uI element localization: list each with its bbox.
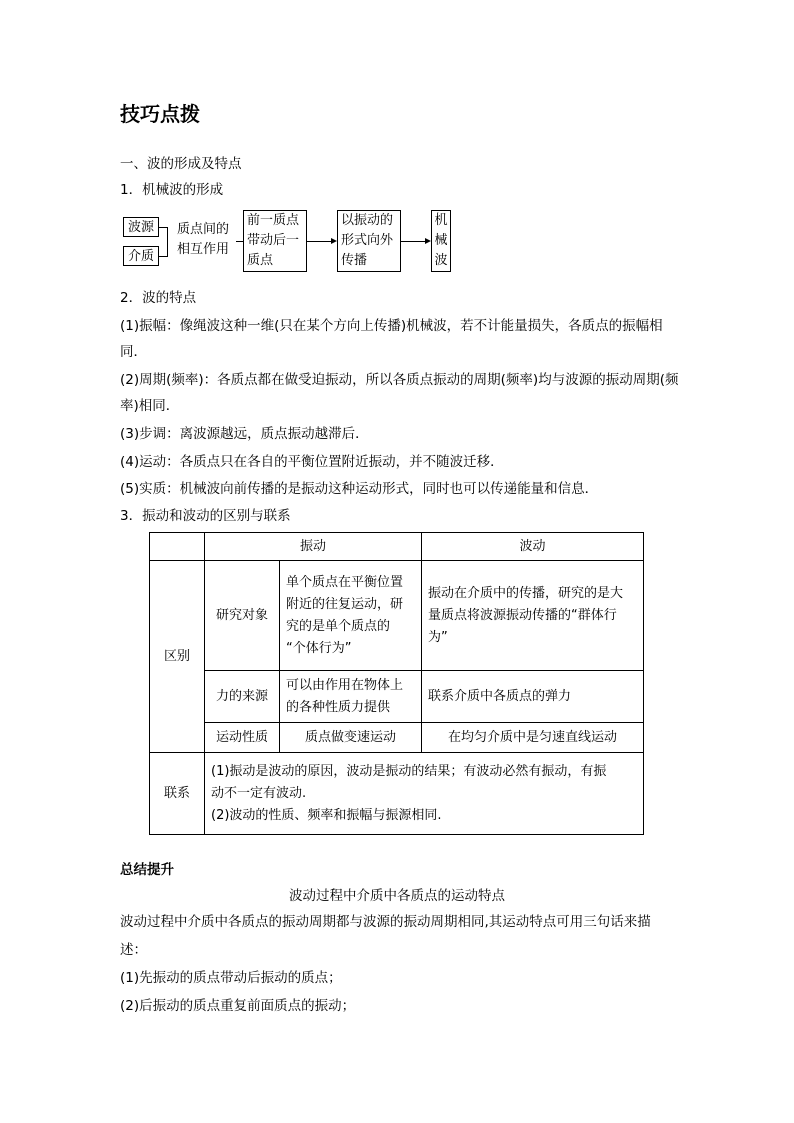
table-header-row — [150, 533, 644, 561]
vibration-object-cell — [280, 561, 422, 671]
table-corner-cell — [150, 533, 205, 561]
chain-line: 带动后一 — [247, 233, 300, 248]
propagation-line: 以振动的 — [341, 213, 394, 228]
vibration-force-cell — [280, 671, 422, 723]
cell-line: (1)振动是波动的原因，波动是振动的结果；有波动必然有振动，有振 — [211, 763, 607, 779]
feature-period: (2)周期(频率)：各质点都在做受迫振动，所以各质点振动的周期(频率)均与波源的振动周期(频 — [120, 372, 679, 388]
subheading-features: 2．波的特点 — [120, 290, 197, 306]
connector — [159, 256, 167, 257]
summary-line: 波动过程中介质中各质点的振动周期都与波源的振动周期相同,其运动特点可用三句话来描 — [120, 914, 651, 930]
feature-amplitude-cont: 同． — [120, 344, 147, 360]
wave-motion-cell: 在均匀介质中是匀速直线运动 — [422, 723, 644, 753]
feature-essence: (5)实质：机械波向前传播的是振动这种运动形式，同时也可以传递能量和信息． — [120, 481, 599, 497]
feature-amplitude: (1)振幅：像绳波这种一维(只在某个方向上传播)机械波，若不计能量损失，各质点的振幅相 — [120, 318, 663, 334]
row-label-object: 研究对象 — [205, 561, 280, 671]
feature-phase: (3)步调：离波源越远，质点振动越滞后． — [120, 426, 369, 442]
link-label: 联系 — [150, 753, 205, 835]
cell-line: 的各种性质力提供 — [286, 699, 391, 715]
arrow-line — [307, 241, 331, 242]
wave-object-cell — [422, 561, 644, 671]
cell-line: 量质点将波源振动传播的“群体行 — [428, 607, 617, 623]
interaction-label — [177, 220, 229, 260]
feature-period-cont: 率)相同． — [120, 398, 180, 414]
chain-line: 前一质点 — [247, 213, 300, 228]
connector — [159, 227, 167, 228]
table-row — [150, 753, 644, 835]
row-label-motion: 运动性质 — [205, 723, 280, 753]
wave-char: 械 — [434, 233, 448, 248]
summary-line: 述： — [120, 942, 147, 958]
medium-box: 介质 — [123, 246, 159, 266]
link-content-cell — [205, 753, 644, 835]
cell-line: 究的是单个质点的 — [286, 618, 391, 634]
table-row — [150, 561, 644, 671]
cell-line: 动不一定有波动. — [211, 785, 307, 801]
table-row — [150, 723, 644, 753]
connector — [236, 241, 243, 242]
bracket — [167, 227, 168, 257]
propagation-box — [337, 210, 401, 272]
cell-line: “个体行为” — [286, 640, 352, 656]
header-wave: 波动 — [422, 533, 644, 561]
cell-line: 为” — [428, 629, 448, 645]
mechanical-wave-box — [431, 210, 451, 272]
cell-line: 单个质点在平衡位置 — [286, 574, 404, 590]
summary-heading: 总结提升 — [120, 862, 174, 878]
summary-point-1: (1)先振动的质点带动后振动的质点； — [120, 970, 342, 986]
propagation-line: 传播 — [341, 253, 368, 268]
cell-line: 附近的往复运动，研 — [286, 596, 404, 612]
cell-line: 可以由作用在物体上 — [286, 677, 404, 693]
vibration-motion-cell: 质点做变速运动 — [280, 723, 422, 753]
wave-char: 波 — [434, 253, 448, 268]
subheading-formation: 1．机械波的形成 — [120, 182, 224, 198]
summary-point-2: (2)后振动的质点重复前面质点的振动； — [120, 998, 356, 1014]
feature-motion: (4)运动：各质点只在各自的平衡位置附近振动，并不随波迁移． — [120, 454, 504, 470]
row-label-force: 力的来源 — [205, 671, 280, 723]
wave-char: 机 — [434, 213, 448, 228]
difference-label: 区别 — [150, 561, 205, 753]
comparison-table — [149, 532, 644, 835]
arrow-line — [401, 241, 425, 242]
interaction-line: 质点间的 — [177, 222, 230, 237]
subheading-comparison: 3．振动和波动的区别与联系 — [120, 508, 291, 524]
interaction-line: 相互作用 — [177, 242, 230, 257]
propagation-line: 形式向外 — [341, 233, 394, 248]
header-vibration: 振动 — [205, 533, 422, 561]
center-heading: 波动过程中介质中各质点的运动特点 — [289, 888, 505, 904]
wave-force-cell: 联系介质中各质点的弹力 — [422, 671, 644, 723]
section-heading: 一、波的形成及特点 — [120, 156, 242, 172]
chain-box — [243, 210, 307, 272]
cell-line: (2)波动的性质、频率和振幅与振源相同. — [211, 807, 442, 823]
table-row — [150, 671, 644, 723]
cell-line: 振动在介质中的传播，研究的是大 — [428, 585, 624, 601]
chain-line: 质点 — [247, 253, 274, 268]
page-title: 技巧点拨 — [120, 102, 200, 126]
wave-source-box: 波源 — [123, 217, 159, 237]
